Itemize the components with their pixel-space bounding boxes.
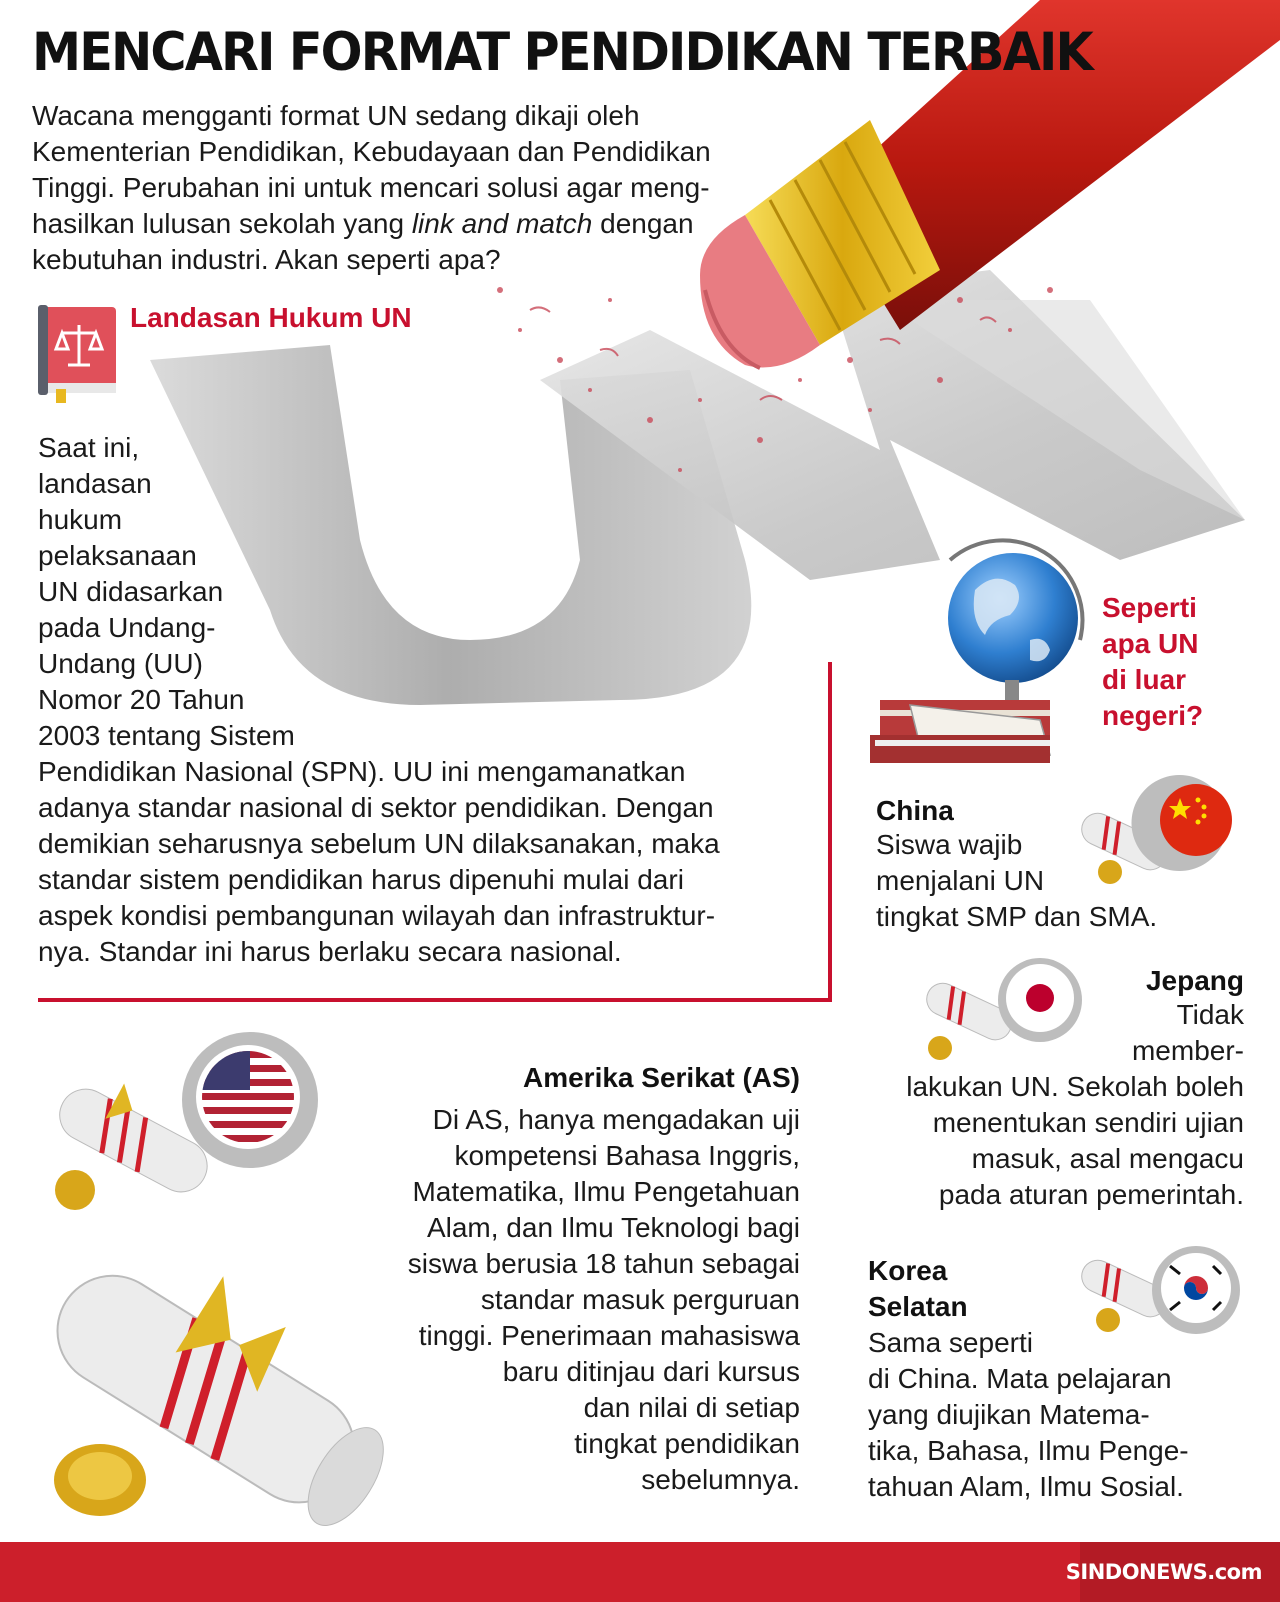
abroad-heading — [1102, 590, 1203, 734]
country-line: sebelumnya. — [641, 1464, 800, 1495]
country-line: tingkat SMP dan SMA. — [876, 901, 1158, 932]
country-china — [876, 795, 1157, 935]
country-line: tingkat pendidikan — [574, 1428, 800, 1459]
legal-line: demikian seharusnya sebelum UN dilaksanakan, maka — [38, 828, 720, 859]
country-text — [868, 1325, 1189, 1505]
intro-line: kebutuhan industri. Akan seperti apa? — [32, 244, 501, 275]
sindonews-logo[interactable]: SINDONEWS.com — [1065, 1560, 1262, 1584]
abroad-heading-line: negeri? — [1102, 700, 1204, 731]
country-line: Alam, dan Ilmu Teknologi bagi — [426, 1212, 800, 1243]
country-name: Amerika Serikat (AS) — [522, 1062, 800, 1093]
country-korea — [868, 1253, 1189, 1505]
legal-line: pada Undang- — [38, 612, 216, 643]
legal-heading: Landasan Hukum UN — [130, 302, 412, 333]
legal-line: Undang (UU) — [38, 648, 203, 679]
legal-line: aspek kondisi pembangunan wilayah dan infrastruktur- — [38, 900, 716, 931]
intro-emphasis: link and match — [411, 208, 593, 239]
intro-line: Tinggi. Perubahan ini untuk mencari solusi agar meng- — [32, 172, 710, 203]
country-name: China — [876, 795, 954, 826]
country-text — [876, 827, 1157, 935]
country-name: Selatan — [868, 1291, 968, 1322]
legal-line: Pendidikan Nasional (SPN). UU ini mengamanatkan — [38, 756, 686, 787]
country-line: yang diujikan Matema- — [868, 1399, 1150, 1430]
country-line: Sama seperti — [868, 1327, 1033, 1358]
frame-divider-vertical — [828, 662, 832, 1002]
legal-body — [38, 430, 828, 970]
country-line: dan nilai di setiap — [583, 1392, 800, 1423]
legal-line: standar sistem pendidikan harus dipenuhi mulai dari — [38, 864, 684, 895]
country-line: kompetensi Bahasa Inggris, — [454, 1140, 800, 1171]
legal-line: 2003 tentang Sistem — [38, 720, 295, 751]
intro-paragraph — [32, 98, 822, 278]
legal-line: UN didasarkan — [38, 576, 224, 607]
country-japan — [906, 965, 1244, 1213]
us-illustration — [51, 1032, 318, 1210]
country-line: standar masuk perguruan — [480, 1284, 800, 1315]
country-line: masuk, asal mengacu — [971, 1143, 1244, 1174]
country-line: tika, Bahasa, Ilmu Penge- — [868, 1435, 1189, 1466]
globe-books-illustration — [870, 540, 1082, 763]
intro-text: hasilkan lulusan sekolah yang — [32, 208, 405, 239]
legal-line: landasan — [38, 468, 152, 499]
intro-line: Kementerian Pendidikan, Kebudayaan dan Pendidikan — [32, 136, 711, 167]
country-line: menjalani UN — [876, 865, 1045, 896]
country-line: member- — [1131, 1035, 1244, 1066]
country-line: pada aturan pemerintah. — [938, 1179, 1244, 1210]
country-line: tahuan Alam, Ilmu Sosial. — [868, 1471, 1184, 1502]
country-line: Di AS, hanya mengadakan uji — [432, 1104, 800, 1135]
legal-line: nya. Standar ini harus berlaku secara nasional. — [38, 936, 622, 967]
country-text — [408, 1102, 800, 1498]
legal-line: hukum — [38, 504, 123, 535]
abroad-heading-line: di luar — [1102, 664, 1187, 695]
country-line: tinggi. Penerimaan mahasiswa — [418, 1320, 800, 1351]
footer-bar — [0, 1542, 1280, 1602]
country-text — [906, 997, 1244, 1213]
law-book-icon — [38, 305, 120, 403]
country-line: lakukan UN. Sekolah boleh — [906, 1071, 1244, 1102]
page-title: MENCARI FORMAT PENDIDIKAN TERBAIK — [32, 22, 1092, 83]
legal-line: Saat ini, — [38, 432, 140, 463]
legal-line: pelaksanaan — [38, 540, 197, 571]
country-line: Tidak — [1176, 999, 1244, 1030]
intro-line: Wacana mengganti format UN sedang dikaji oleh — [32, 100, 640, 131]
country-line: Matematika, Ilmu Pengetahuan — [412, 1176, 800, 1207]
country-line: baru ditinjau dari kursus — [502, 1356, 800, 1387]
frame-divider-horizontal — [38, 998, 832, 1002]
country-line: menentukan sendiri ujian — [932, 1107, 1244, 1138]
country-us — [408, 1062, 800, 1498]
legal-line: adanya standar nasional di sektor pendidikan. Dengan — [38, 792, 714, 823]
country-name: Jepang — [1145, 965, 1244, 996]
country-line: di China. Mata pelajaran — [868, 1363, 1172, 1394]
abroad-heading-line: apa UN — [1102, 628, 1199, 659]
intro-line — [32, 206, 822, 242]
country-name: Korea — [868, 1255, 948, 1286]
abroad-heading-line: Seperti — [1102, 592, 1197, 623]
big-diploma-illustration — [37, 1213, 425, 1538]
country-line: siswa berusia 18 tahun sebagai — [407, 1248, 800, 1279]
intro-text: dengan — [600, 208, 694, 239]
country-line: Siswa wajib — [876, 829, 1023, 860]
legal-line: Nomor 20 Tahun — [38, 684, 245, 715]
